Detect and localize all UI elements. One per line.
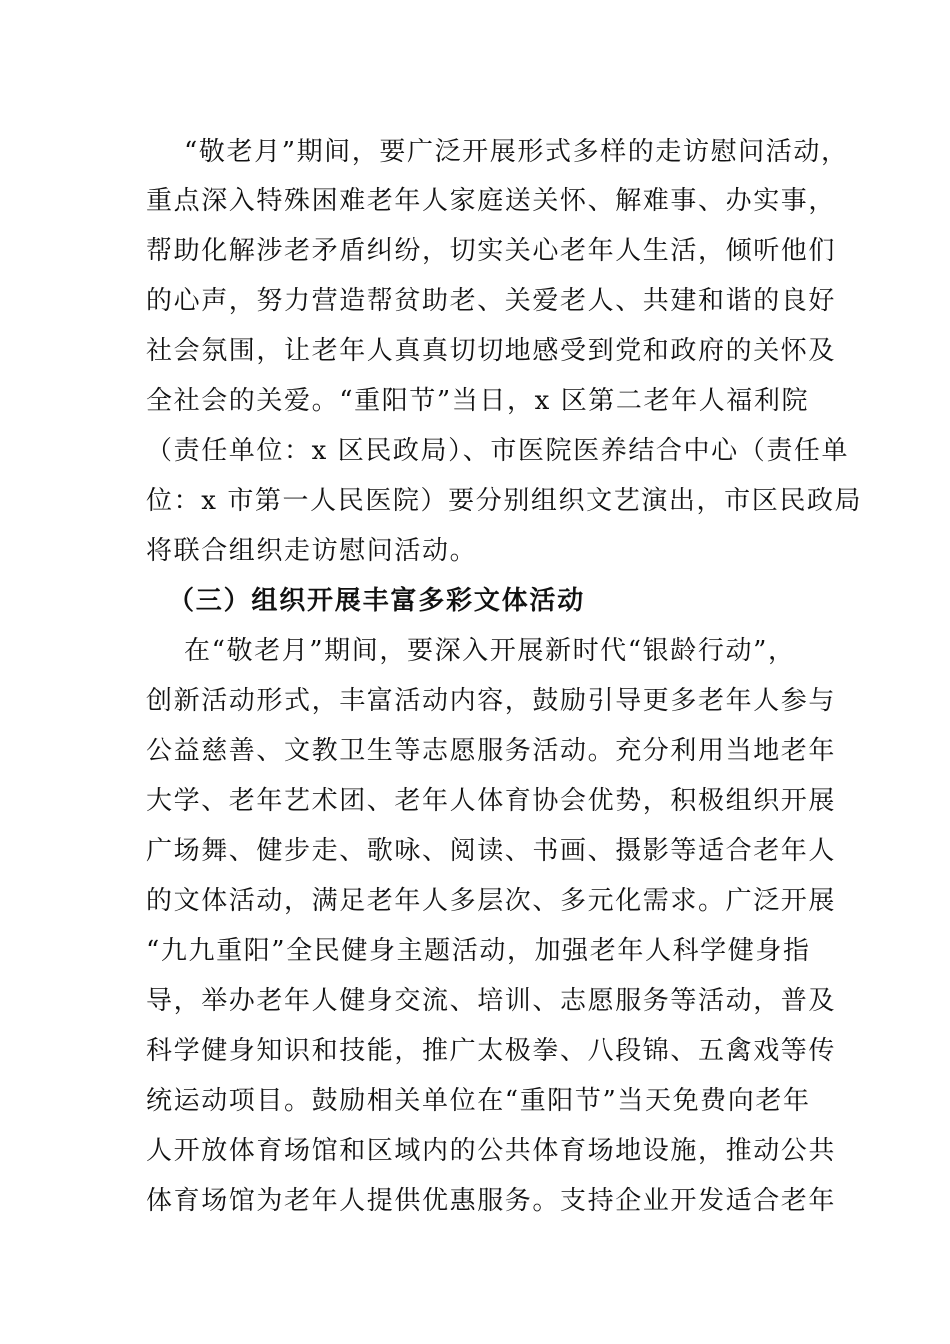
paragraph-line: 人开放体育场馆和区域内的公共体育场地设施，推动公共 bbox=[146, 1136, 837, 1166]
paragraph-line: 在“敬老月”期间，要深入开展新时代“银龄行动”， bbox=[184, 636, 796, 666]
paragraph-line: 创新活动形式，丰富活动内容，鼓励引导更多老年人参与 bbox=[146, 686, 837, 716]
paragraph-line: 科学健身知识和技能，推广太极拳、八段锦、五禽戏等传 bbox=[146, 1036, 837, 1066]
paragraph-line: “九九重阳”全民健身主题活动，加强老年人科学健身指 bbox=[146, 936, 811, 966]
paragraph-line: 的文体活动，满足老年人多层次、多元化需求。广泛开展 bbox=[146, 886, 837, 916]
paragraph-line: 的心声，努力营造帮贫助老、关爱老人、共建和谐的良好 bbox=[146, 286, 837, 316]
paragraph-line: （责任单位：x 区民政局）、市医院医养结合中心（责任单 bbox=[146, 436, 850, 466]
paragraph-line: “敬老月”期间，要广泛开展形式多样的走访慰问活动， bbox=[184, 137, 849, 167]
paragraph-line: 公益慈善、文教卫生等志愿服务活动。充分利用当地老年 bbox=[146, 736, 837, 766]
paragraph-line: 统运动项目。鼓励相关单位在“重阳节”当天免费向老年 bbox=[146, 1086, 811, 1116]
paragraph-line: 社会氛围，让老年人真真切切地感受到党和政府的关怀及 bbox=[146, 336, 837, 366]
paragraph-line: 将联合组织走访慰问活动。 bbox=[146, 536, 478, 566]
paragraph-line: 大学、老年艺术团、老年人体育协会优势，积极组织开展 bbox=[146, 786, 837, 816]
paragraph-line: 导，举办老年人健身交流、培训、志愿服务等活动，普及 bbox=[146, 986, 837, 1016]
paragraph-line: 广场舞、健步走、歌咏、阅读、书画、摄影等适合老年人 bbox=[146, 836, 837, 866]
paragraph-line: 重点深入特殊困难老年人家庭送关怀、解难事、办实事， bbox=[146, 186, 837, 216]
paragraph-line: 体育场馆为老年人提供优惠服务。支持企业开发适合老年 bbox=[146, 1186, 837, 1216]
paragraph-line: 帮助化解涉老矛盾纠纷，切实关心老年人生活，倾听他们 bbox=[146, 236, 837, 266]
paragraph-line: 位：x 市第一人民医院）要分别组织文艺演出，市区民政局 bbox=[146, 486, 863, 516]
paragraph-line: 全社会的关爱。“重阳节”当日，x 区第二老年人福利院 bbox=[146, 386, 810, 416]
section-heading: （三）组织开展丰富多彩文体活动 bbox=[168, 586, 586, 616]
